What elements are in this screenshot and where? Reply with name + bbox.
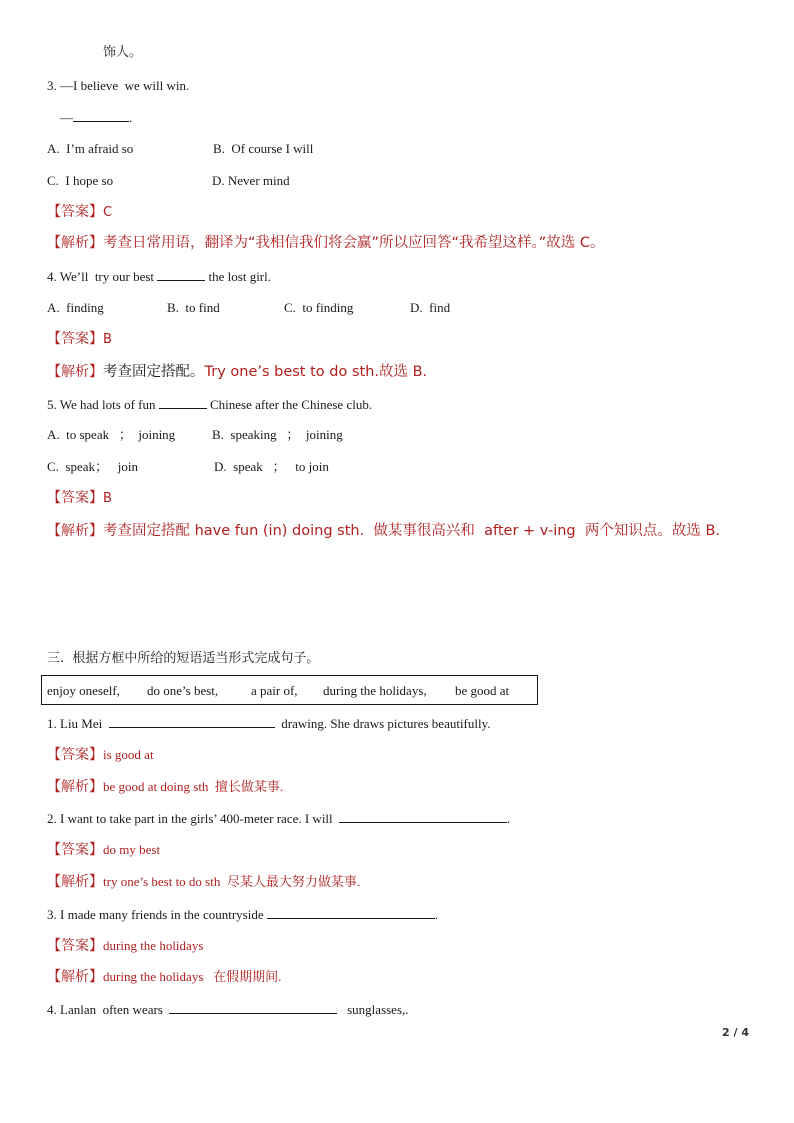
answer-value: during the holidays — [103, 938, 204, 953]
stem-part: Chinese after the Chinese club. — [209, 397, 373, 412]
analysis-text: during the holidays 在假期期间. — [103, 969, 282, 984]
question-4-stem — [47, 268, 271, 285]
phrase-item: do one’s best, — [147, 683, 219, 698]
section-3-heading: 三. 根据方框中所给的短语适当形式完成句子。 — [47, 651, 320, 666]
answer-blank — [73, 109, 129, 122]
answer-value: C — [103, 205, 113, 220]
question-4-option-c: C. to finding — [284, 300, 354, 315]
answer-label: 【答案】 — [47, 747, 103, 763]
answer-label: 【答案】 — [47, 938, 103, 954]
fill-question-1-answer — [47, 747, 154, 763]
answer-blank — [159, 396, 207, 409]
answer-blank — [169, 1001, 337, 1014]
fill-question-3-answer — [47, 938, 203, 954]
answer-value: B — [103, 491, 112, 506]
fill-question-4-stem — [47, 1001, 409, 1018]
stem-part: 3. I made many friends in the countryside — [47, 907, 264, 922]
stem-part: 5. We had lots of fun — [47, 397, 156, 412]
question-3-stem: 3. —I believe we will win. — [47, 78, 190, 93]
reply-dash: — — [60, 110, 73, 125]
answer-blank — [157, 268, 205, 281]
analysis-text: 考查日常用语，翻译为“我相信我们将会赢”所以应回答“我希望这样。”故选 C。 — [103, 235, 605, 251]
question-5-option-c: C. speak； join — [47, 459, 138, 474]
stem-part: 4. Lanlan often wears — [47, 1002, 163, 1017]
question-4-option-a: A. finding — [47, 300, 104, 315]
question-4-analysis — [47, 364, 427, 380]
analysis-text: be good at doing sth 擅长做某事. — [103, 779, 284, 794]
phrase-item: a pair of, — [251, 683, 298, 698]
analysis-text-en: Try one’s best to do sth.故选 B. — [204, 364, 428, 380]
question-3-analysis — [47, 235, 605, 251]
fill-question-3-analysis — [47, 969, 281, 985]
analysis-text: 考查固定搭配。 — [103, 364, 205, 380]
question-4-answer — [47, 331, 112, 348]
analysis-label: 【解析】 — [47, 523, 103, 539]
stem-part: . — [507, 811, 511, 826]
question-5-analysis — [47, 523, 720, 539]
phrase-item: enjoy oneself, — [47, 683, 120, 698]
analysis-text: try one’s best to do sth 尽某人最大努力做某事. — [103, 874, 361, 889]
question-4-option-d: D. find — [410, 300, 451, 315]
question-3-answer — [47, 204, 112, 221]
question-3-option-d: D. Never mind — [212, 173, 290, 188]
answer-blank — [339, 810, 507, 823]
stem-part: drawing. She draws pictures beautifully. — [281, 716, 491, 731]
question-5-option-a: A. to speak ； joining — [47, 427, 176, 442]
continuation-text: 饰人。 — [103, 45, 143, 60]
answer-value: do my best — [103, 842, 161, 857]
page-number: 2 / 4 — [722, 1026, 749, 1039]
stem-part: sunglasses,. — [347, 1002, 409, 1017]
answer-value: B — [103, 332, 112, 347]
analysis-label: 【解析】 — [47, 874, 103, 890]
answer-blank — [109, 715, 275, 728]
question-5-option-d: D. speak ； to join — [214, 459, 329, 474]
question-5-option-b: B. speaking ； joining — [212, 427, 343, 442]
answer-label: 【答案】 — [47, 204, 103, 220]
answer-label: 【答案】 — [47, 490, 103, 506]
phrase-item: be good at — [455, 683, 510, 698]
question-3-reply — [60, 109, 132, 126]
question-3-option-a: A. I’m afraid so — [47, 141, 134, 156]
fill-question-1-analysis — [47, 779, 283, 795]
phrase-item: during the holidays, — [323, 683, 427, 698]
fill-question-2-answer — [47, 842, 160, 858]
question-4-option-b: B. to find — [167, 300, 220, 315]
answer-label: 【答案】 — [47, 331, 103, 347]
stem-part: 1. Liu Mei — [47, 716, 103, 731]
fill-question-2-analysis — [47, 874, 360, 890]
question-5-answer — [47, 490, 112, 507]
stem-part: . — [434, 907, 439, 922]
stem-part: 2. I want to take part in the girls’ 400-meter race. I will — [47, 811, 333, 826]
fill-question-2-stem — [47, 810, 510, 827]
stem-part: the lost girl. — [208, 269, 271, 284]
reply-period: . — [129, 110, 133, 125]
analysis-label: 【解析】 — [47, 779, 103, 795]
answer-blank — [267, 906, 435, 919]
question-3-option-c: C. I hope so — [47, 173, 114, 188]
answer-label: 【答案】 — [47, 842, 103, 858]
stem-part: 4. We’ll try our best — [47, 269, 155, 284]
analysis-text: 考查固定搭配 have fun (in) doing sth. 做某事很高兴和 after + v-ing 两个知识点。故选 B. — [103, 523, 721, 539]
answer-value: is good at — [103, 747, 154, 762]
question-3-option-b: B. Of course I will — [213, 141, 314, 156]
analysis-label: 【解析】 — [47, 969, 103, 985]
analysis-label: 【解析】 — [47, 235, 103, 251]
fill-question-3-stem — [47, 906, 438, 923]
analysis-label: 【解析】 — [47, 364, 103, 380]
fill-question-1-stem — [47, 715, 491, 732]
question-5-stem — [47, 396, 372, 413]
